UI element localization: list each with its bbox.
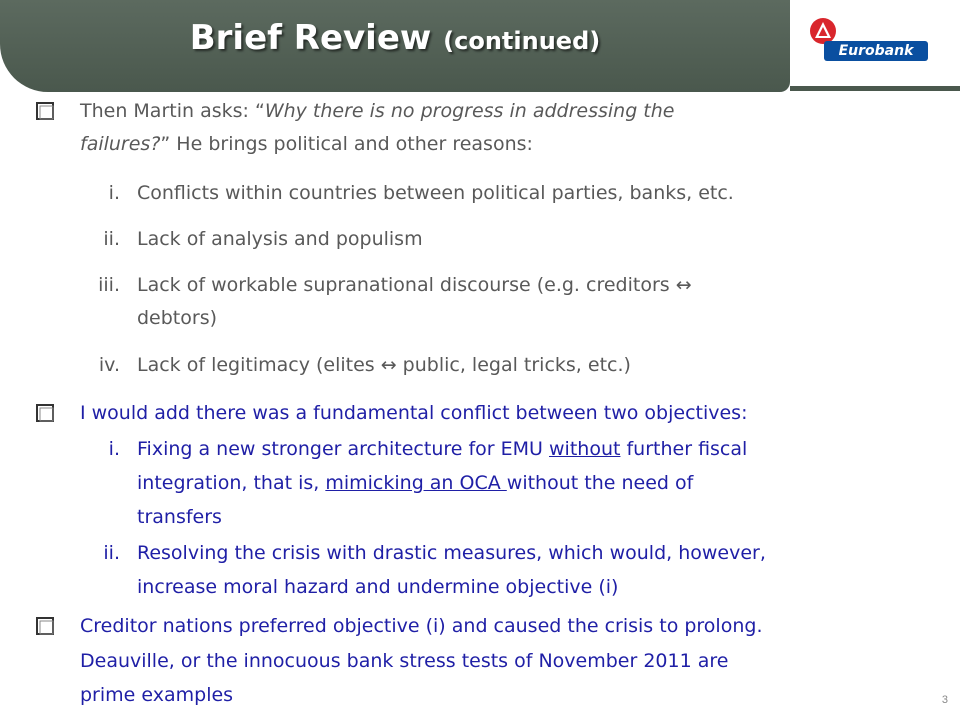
- bullet1-line1-quote: Why there is no progress in addressing the: [264, 100, 675, 122]
- bullet3-line2: Deauville, or the innocuous bank stress tests of November 2011 are: [80, 650, 729, 672]
- list-number: i.: [108, 438, 120, 460]
- bullet1-line1-plain: Then Martin asks: “: [80, 100, 265, 122]
- title-main: Brief Review: [189, 18, 432, 58]
- list-item: Lack of legitimacy (elites ↔ public, legal tricks, etc.): [137, 354, 631, 376]
- bullet3-line3: prime examples: [80, 684, 234, 706]
- checkbox-bullet-icon: [35, 403, 57, 425]
- list-item: Lack of analysis and populism: [137, 228, 423, 250]
- list-number: i.: [108, 182, 120, 204]
- bullet2-item1-line3: transfers: [137, 506, 222, 528]
- title-sub: (continued): [443, 27, 601, 55]
- bullet1-line2-plain: ” He brings political and other reasons:: [160, 133, 533, 155]
- text-segment: without the need of: [506, 472, 694, 494]
- bullet3-line1: Creditor nations preferred objective (i) and caused the crisis to prolong.: [80, 615, 763, 637]
- header-rule: [790, 86, 960, 91]
- bullet1-line2: [80, 128, 533, 161]
- underlined-text: mimicking an OCA: [325, 472, 507, 494]
- text-segment: Fixing a new stronger architecture for EMU: [137, 438, 550, 460]
- list-item: Conflicts within countries between political parties, banks, etc.: [137, 182, 734, 204]
- list-number: ii.: [103, 228, 120, 250]
- text-segment: integration, that is,: [137, 472, 326, 494]
- page-number: 3: [941, 694, 948, 706]
- checkbox-bullet-icon: [35, 101, 57, 123]
- slide-header: [0, 0, 960, 92]
- checkbox-bullet-icon: [35, 616, 57, 638]
- list-item: Lack of workable supranational discourse (e.g. creditors ↔: [137, 274, 692, 296]
- eurobank-logo: [806, 16, 928, 60]
- bullet2-item2-line1: Resolving the crisis with drastic measures, which would, however,: [137, 542, 766, 564]
- bullet1-line1: [80, 95, 675, 128]
- list-number: ii.: [103, 542, 120, 564]
- list-item-continuation: debtors): [137, 307, 218, 329]
- underlined-text: without: [549, 438, 621, 460]
- bullet2-item2-line2: increase moral hazard and undermine objective (i): [137, 576, 619, 598]
- slide-title: [0, 16, 790, 63]
- list-number: iii.: [98, 274, 120, 296]
- bullet2-item1-line2: [137, 467, 693, 500]
- logo-wordmark: Eurobank: [824, 41, 928, 61]
- bullet2-line1: I would add there was a fundamental conflict between two objectives:: [80, 402, 748, 424]
- list-number: iv.: [98, 354, 120, 376]
- bullet2-item1-line1: [137, 433, 747, 466]
- text-segment: further fiscal: [620, 438, 748, 460]
- bullet1-line2-quote: failures?: [80, 133, 161, 155]
